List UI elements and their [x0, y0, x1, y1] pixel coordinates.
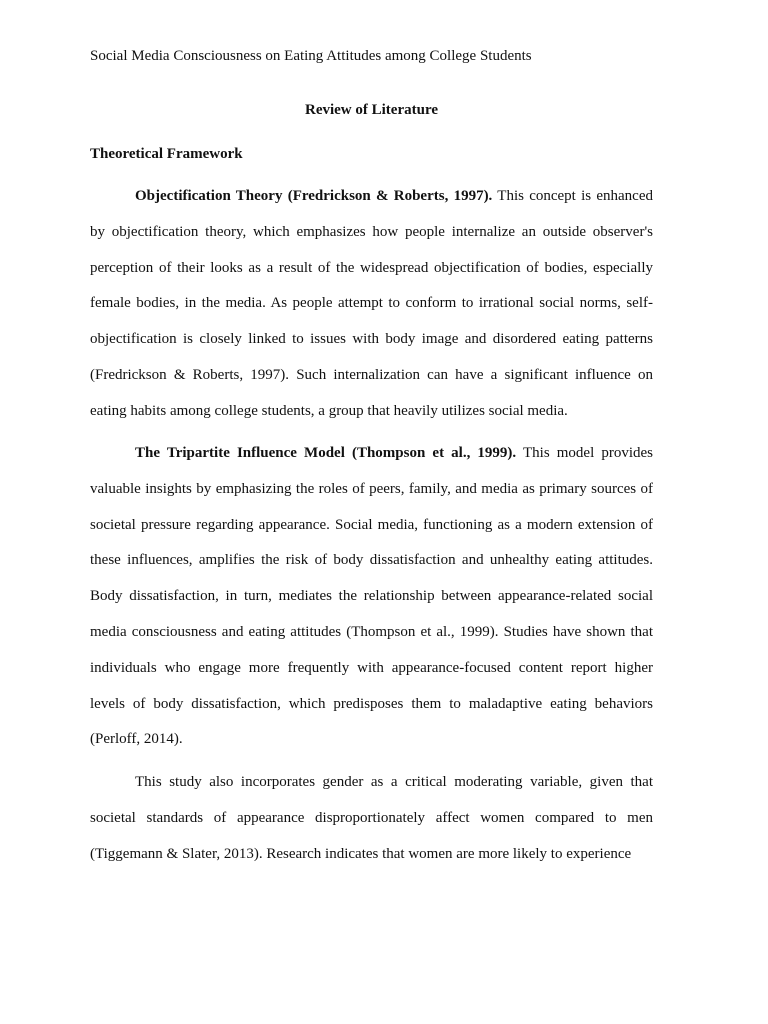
paragraph-heading: Objectification Theory (Fredrickson & Roberts, 1997).: [135, 188, 493, 204]
paragraph-gender-moderator: [90, 765, 653, 872]
paragraph-heading: The Tripartite Influence Model (Thompson et al., 1999).: [135, 445, 517, 461]
subsection-title: Theoretical Framework: [90, 146, 243, 162]
running-head: Social Media Consciousness on Eating Attitudes among College Students: [90, 48, 532, 64]
paragraph-tripartite-influence-model: [90, 436, 653, 758]
section-title: Review of Literature: [304, 102, 438, 118]
paragraph-text: This model provides valuable insights by emphasizing the roles of peers, family, and media as primary sources of societal pressure regarding appearance. Social media, functioning as a modern extension of these influences, amplifies the risk of body dissatisfaction and unhealthy eating attitudes. Body dissatisfaction, in turn, mediates the relationship between appearance-related social media consciousness and eating attitudes (Thompson et al., 1999). Studies have shown that individuals who engage more frequently with appearance-focused content report higher levels of body dissatisfaction, which predisposes them to maladaptive eating behaviors (Perloff, 2014).: [90, 445, 653, 748]
paragraph-text: This concept is enhanced by objectification theory, which emphasizes how people internalize an outside observer's perception of their looks as a result of the widespread objectification of bodies, especially female bodies, in the media. As people attempt to conform to irrational social norms, self-objectification is closely linked to issues with body image and disordered eating patterns (Fredrickson & Roberts, 1997). Such internalization can have a significant influence on eating habits among college students, a group that heavily utilizes social media.: [90, 188, 653, 419]
paragraph-objectification-theory: [90, 179, 653, 430]
paragraph-text: This study also incorporates gender as a critical moderating variable, given that societal standards of appearance disproportionately affect women compared to men (Tiggemann & Slater, 2013). Research indicates that women are more likely to experience: [90, 774, 653, 862]
